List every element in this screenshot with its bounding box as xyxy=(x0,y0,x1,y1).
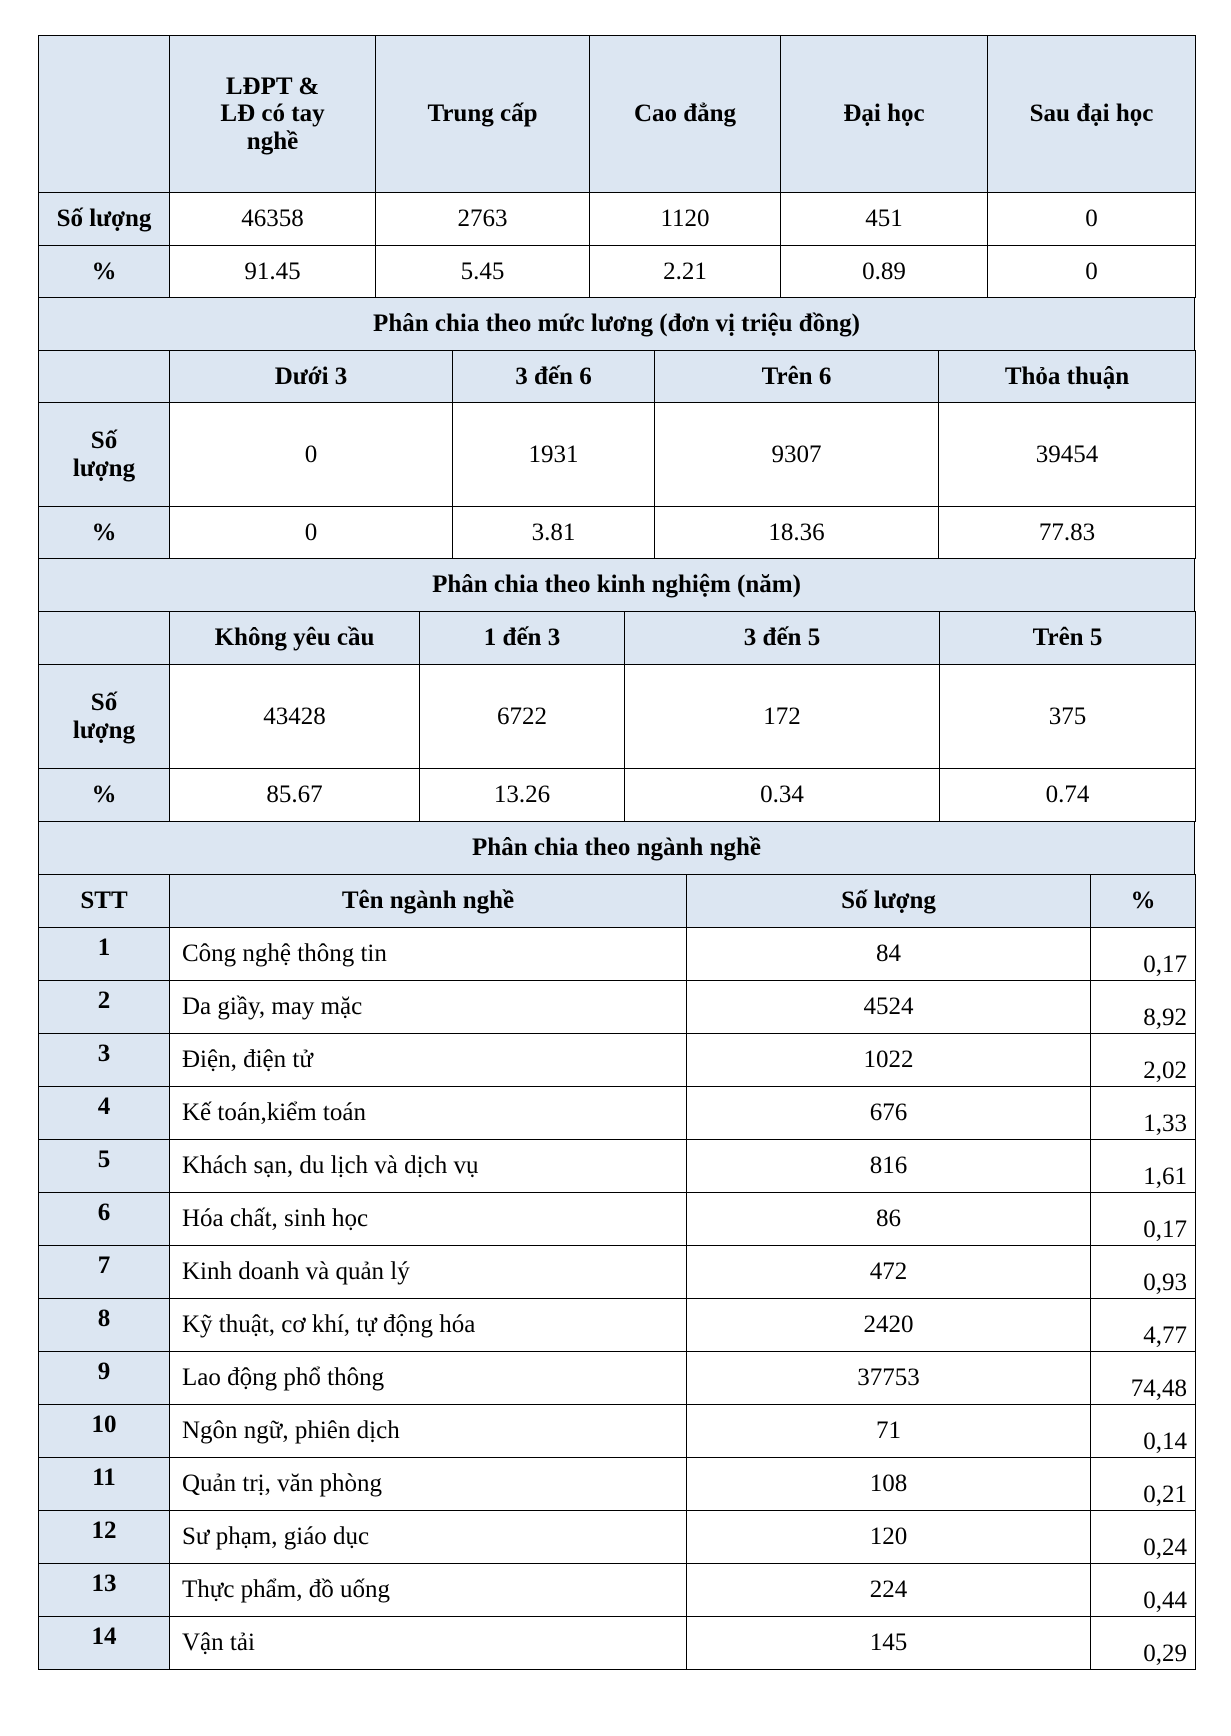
industry-row-name: Khách sạn, du lịch và dịch vụ xyxy=(170,1140,687,1193)
industry-title-band xyxy=(38,821,1195,875)
experience-table xyxy=(38,611,1196,822)
industry-row-pct: 0,17 xyxy=(1091,1193,1196,1246)
industry-row-stt: 10 xyxy=(39,1405,170,1458)
salary-count-label-line1: Số xyxy=(90,427,118,454)
education-count-cell: 451 xyxy=(781,193,988,246)
industry-row-name: Vận tải xyxy=(170,1617,687,1670)
industry-row-name: Hóa chất, sinh học xyxy=(170,1193,687,1246)
industry-row-pct: 1,61 xyxy=(1091,1140,1196,1193)
industry-row-stt: 5 xyxy=(39,1140,170,1193)
industry-row-pct: 1,33 xyxy=(1091,1087,1196,1140)
industry-row-pct: 0,24 xyxy=(1091,1511,1196,1564)
industry-row-stt: 12 xyxy=(39,1511,170,1564)
education-count-cell: 46358 xyxy=(170,193,376,246)
experience-header-blank xyxy=(39,612,170,665)
experience-header-no-requirement: Không yêu cầu xyxy=(170,612,420,665)
industry-row-count: 84 xyxy=(687,928,1091,981)
education-header-ldpt-line2: LĐ có tay xyxy=(220,100,325,128)
salary-count-cell: 39454 xyxy=(939,403,1196,507)
industry-row-stt: 3 xyxy=(39,1034,170,1087)
education-count-cell: 2763 xyxy=(376,193,590,246)
salary-count-cell: 1931 xyxy=(453,403,655,507)
experience-count-cell: 6722 xyxy=(420,665,625,769)
industry-row-count: 472 xyxy=(687,1246,1091,1299)
experience-count-label-line2: lượng xyxy=(72,716,136,744)
salary-header-3-to-6: 3 đến 6 xyxy=(453,351,655,403)
industry-row-count: 2420 xyxy=(687,1299,1091,1352)
industry-row-count: 4524 xyxy=(687,981,1091,1034)
education-header-trung-cap: Trung cấp xyxy=(376,36,590,193)
industry-row-count: 108 xyxy=(687,1458,1091,1511)
industry-row-name: Ngôn ngữ, phiên dịch xyxy=(170,1405,687,1458)
salary-pct-cell: 0 xyxy=(170,507,453,559)
salary-table xyxy=(38,350,1196,559)
industry-row-count: 120 xyxy=(687,1511,1091,1564)
industry-header-pct: % xyxy=(1091,875,1196,928)
salary-count-cell: 9307 xyxy=(655,403,939,507)
industry-row-stt: 13 xyxy=(39,1564,170,1617)
education-count-label: Số lượng xyxy=(39,193,170,246)
education-header-sau-dai-hoc: Sau đại học xyxy=(988,36,1196,193)
education-pct-cell: 0.89 xyxy=(781,246,988,298)
education-header-blank xyxy=(39,36,170,193)
experience-header-over-5: Trên 5 xyxy=(940,612,1196,665)
industry-row xyxy=(39,1617,1196,1670)
education-header-ldpt xyxy=(170,36,376,193)
industry-row xyxy=(39,981,1196,1034)
industry-row xyxy=(39,1352,1196,1405)
industry-row xyxy=(39,1193,1196,1246)
industry-row xyxy=(39,1087,1196,1140)
industry-row-name: Da giầy, may mặc xyxy=(170,981,687,1034)
experience-count-label xyxy=(39,665,170,769)
industry-row-pct: 8,92 xyxy=(1091,981,1196,1034)
industry-header-count: Số lượng xyxy=(687,875,1091,928)
salary-count-label xyxy=(39,403,170,507)
salary-count-cell: 0 xyxy=(170,403,453,507)
industry-row-name: Sư phạm, giáo dục xyxy=(170,1511,687,1564)
industry-row-pct: 0,21 xyxy=(1091,1458,1196,1511)
industry-row-name: Lao động phổ thông xyxy=(170,1352,687,1405)
industry-row-pct: 0,17 xyxy=(1091,928,1196,981)
industry-row-pct: 0,29 xyxy=(1091,1617,1196,1670)
education-table xyxy=(38,35,1196,298)
industry-row-stt: 8 xyxy=(39,1299,170,1352)
experience-header-1-to-3: 1 đến 3 xyxy=(420,612,625,665)
industry-table xyxy=(38,874,1196,1670)
industry-row-name: Điện, điện tử xyxy=(170,1034,687,1087)
salary-pct-cell: 18.36 xyxy=(655,507,939,559)
industry-row-pct: 2,02 xyxy=(1091,1034,1196,1087)
experience-title: Phân chia theo kinh nghiệm (năm) xyxy=(39,559,1195,612)
industry-row-stt: 14 xyxy=(39,1617,170,1670)
experience-title-band xyxy=(38,558,1195,612)
industry-row-count: 37753 xyxy=(687,1352,1091,1405)
industry-row-name: Kinh doanh và quản lý xyxy=(170,1246,687,1299)
salary-count-label-line2: lượng xyxy=(72,454,136,482)
industry-row xyxy=(39,1034,1196,1087)
industry-row xyxy=(39,928,1196,981)
education-pct-cell: 5.45 xyxy=(376,246,590,298)
experience-count-cell: 43428 xyxy=(170,665,420,769)
industry-row-count: 224 xyxy=(687,1564,1091,1617)
industry-row-pct: 4,77 xyxy=(1091,1299,1196,1352)
experience-pct-label: % xyxy=(39,769,170,822)
salary-pct-cell: 77.83 xyxy=(939,507,1196,559)
education-header-ldpt-line3: nghề xyxy=(246,127,299,155)
industry-row-pct: 0,14 xyxy=(1091,1405,1196,1458)
industry-row-count: 816 xyxy=(687,1140,1091,1193)
salary-pct-label: % xyxy=(39,507,170,559)
industry-header-name: Tên ngành nghề xyxy=(170,875,687,928)
salary-header-under-3: Dưới 3 xyxy=(170,351,453,403)
education-header-cao-dang: Cao đẳng xyxy=(590,36,781,193)
education-header-ldpt-line1: LĐPT & xyxy=(225,72,320,100)
industry-row-name: Kế toán,kiểm toán xyxy=(170,1087,687,1140)
industry-row-stt: 9 xyxy=(39,1352,170,1405)
education-pct-cell: 91.45 xyxy=(170,246,376,298)
industry-row-count: 1022 xyxy=(687,1034,1091,1087)
industry-row-name: Công nghệ thông tin xyxy=(170,928,687,981)
salary-title: Phân chia theo mức lương (đơn vị triệu đồng) xyxy=(39,298,1195,351)
education-count-cell: 1120 xyxy=(590,193,781,246)
industry-row-pct: 0,93 xyxy=(1091,1246,1196,1299)
industry-row-count: 145 xyxy=(687,1617,1091,1670)
salary-header-negotiable: Thỏa thuận xyxy=(939,351,1196,403)
salary-title-band xyxy=(38,297,1195,351)
industry-row-name: Thực phẩm, đồ uống xyxy=(170,1564,687,1617)
education-header-dai-hoc: Đại học xyxy=(781,36,988,193)
industry-row xyxy=(39,1246,1196,1299)
industry-row-stt: 11 xyxy=(39,1458,170,1511)
experience-count-label-line1: Số xyxy=(90,689,118,716)
industry-row-stt: 1 xyxy=(39,928,170,981)
experience-pct-cell: 0.34 xyxy=(625,769,940,822)
education-pct-label: % xyxy=(39,246,170,298)
experience-count-cell: 172 xyxy=(625,665,940,769)
salary-header-blank xyxy=(39,351,170,403)
education-pct-cell: 0 xyxy=(988,246,1196,298)
salary-header-over-6: Trên 6 xyxy=(655,351,939,403)
education-pct-cell: 2.21 xyxy=(590,246,781,298)
experience-count-cell: 375 xyxy=(940,665,1196,769)
industry-row-stt: 4 xyxy=(39,1087,170,1140)
industry-row-count: 71 xyxy=(687,1405,1091,1458)
industry-row xyxy=(39,1299,1196,1352)
industry-row xyxy=(39,1405,1196,1458)
education-count-cell: 0 xyxy=(988,193,1196,246)
industry-row-count: 86 xyxy=(687,1193,1091,1246)
salary-pct-cell: 3.81 xyxy=(453,507,655,559)
industry-row-stt: 7 xyxy=(39,1246,170,1299)
industry-row-stt: 6 xyxy=(39,1193,170,1246)
industry-row xyxy=(39,1564,1196,1617)
industry-row-name: Kỹ thuật, cơ khí, tự động hóa xyxy=(170,1299,687,1352)
industry-row-name: Quản trị, văn phòng xyxy=(170,1458,687,1511)
experience-header-3-to-5: 3 đến 5 xyxy=(625,612,940,665)
industry-row-pct: 74,48 xyxy=(1091,1352,1196,1405)
experience-pct-cell: 85.67 xyxy=(170,769,420,822)
industry-row xyxy=(39,1511,1196,1564)
experience-pct-cell: 13.26 xyxy=(420,769,625,822)
industry-row-pct: 0,44 xyxy=(1091,1564,1196,1617)
industry-row-stt: 2 xyxy=(39,981,170,1034)
industry-row-count: 676 xyxy=(687,1087,1091,1140)
industry-row xyxy=(39,1140,1196,1193)
industry-title: Phân chia theo ngành nghề xyxy=(39,822,1195,875)
industry-header-stt: STT xyxy=(39,875,170,928)
industry-row xyxy=(39,1458,1196,1511)
experience-pct-cell: 0.74 xyxy=(940,769,1196,822)
